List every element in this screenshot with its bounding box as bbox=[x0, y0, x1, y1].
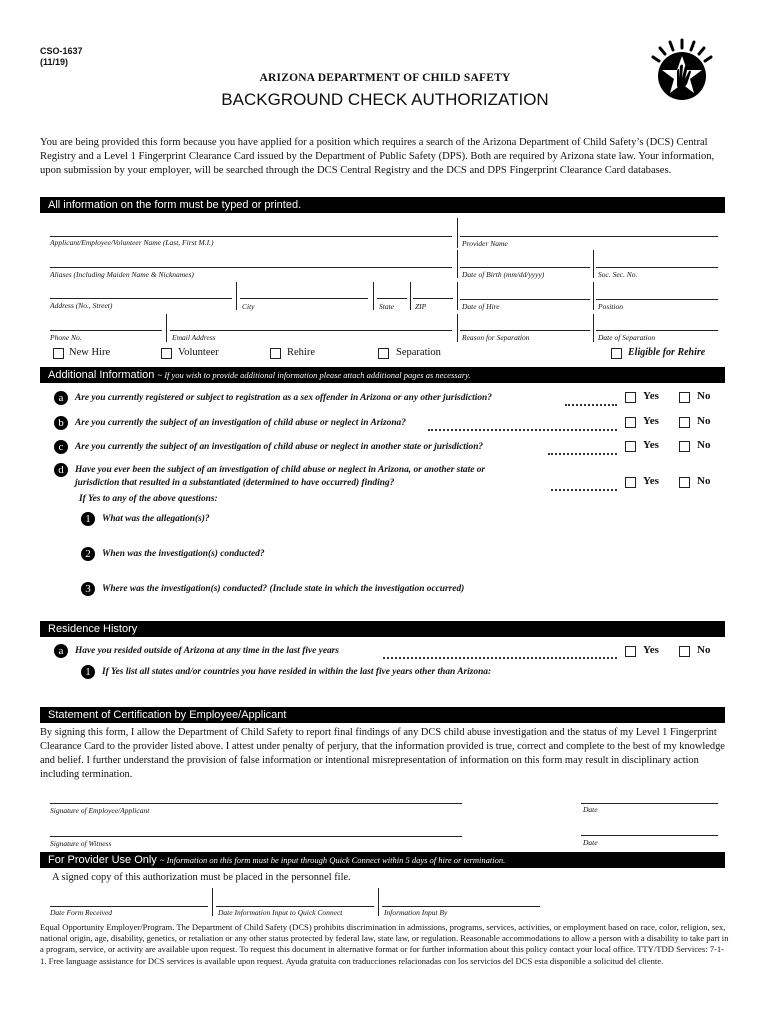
question-letter-badge: a bbox=[54, 391, 68, 405]
email-field[interactable] bbox=[170, 330, 452, 331]
divider bbox=[378, 888, 379, 916]
divider bbox=[373, 282, 374, 310]
section-header-typed-printed bbox=[40, 197, 725, 213]
question-a-yes-checkbox[interactable] bbox=[625, 392, 636, 403]
employee-signature-label: Signature of Employee/Applicant bbox=[50, 806, 150, 815]
question-b-no-label: No bbox=[697, 415, 711, 427]
new-hire-label: New Hire bbox=[69, 347, 111, 358]
provider-name-label: Provider Name bbox=[462, 239, 508, 248]
question-b-yes-label: Yes bbox=[643, 415, 659, 427]
volunteer-checkbox[interactable] bbox=[161, 348, 172, 359]
zip-field[interactable] bbox=[413, 298, 453, 299]
email-label: Email Address bbox=[172, 333, 216, 342]
leader-dots bbox=[551, 489, 617, 491]
volunteer-label: Volunteer bbox=[178, 347, 219, 358]
provider-name-field[interactable] bbox=[460, 236, 718, 237]
ssn-field[interactable] bbox=[596, 267, 718, 268]
dob-field[interactable] bbox=[460, 267, 590, 268]
employee-signature-field[interactable] bbox=[50, 803, 462, 804]
date-separation-field[interactable] bbox=[596, 330, 718, 331]
ssn-label: Soc. Sec. No. bbox=[598, 270, 638, 279]
separation-label: Separation bbox=[396, 347, 441, 358]
position-label: Position bbox=[598, 302, 624, 311]
question-b-no-checkbox[interactable] bbox=[679, 417, 690, 428]
divider bbox=[166, 314, 167, 342]
address-field[interactable] bbox=[50, 298, 232, 299]
question-d-yes-checkbox[interactable] bbox=[625, 477, 636, 488]
residence-followup-text: If Yes list all states and/or countries you have resided in within the last five years other than Arizona: bbox=[102, 667, 492, 677]
section-note: ~ Information on this form must be input through Quick Connect within 5 days of hire or termination. bbox=[159, 855, 506, 865]
equal-opportunity-statement: Equal Opportunity Employer/Program. The Department of Child Safety (DCS) prohibits discrimination in admissions, programs, services, activities, or employment based on race, color, religion, sex, national origin, age, disability, genetics, or retaliation or any other status protected by federal law, state law, or regulation. Reasonable accommodations to allow a person with a disability to take part in a program, service, or activity are available upon request. To request this document in alternative format or for further information about this policy contact your local office. TTY/TDD Services: 7-1-1. Free language assistance for DCS services is available upon request. Ayuda gratuita con traducciones relacionadas con los servicios del DCS esta disponible a solicitud del cliente. bbox=[40, 922, 729, 966]
followup-allegation-text: What was the allegation(s)? bbox=[102, 514, 210, 524]
residence-no-label: No bbox=[697, 644, 711, 656]
followup-number-badge: 3 bbox=[81, 582, 95, 596]
new-hire-checkbox[interactable] bbox=[53, 348, 64, 359]
aliases-field[interactable] bbox=[50, 267, 452, 268]
state-label: State bbox=[379, 302, 394, 311]
question-a-no-label: No bbox=[697, 390, 711, 402]
section-title: For Provider Use Only bbox=[48, 854, 157, 866]
dob-label: Date of Birth (mm/dd/yyyy) bbox=[462, 270, 545, 279]
date-of-hire-label: Date of Hire bbox=[462, 302, 500, 311]
input-by-field[interactable] bbox=[382, 906, 540, 907]
divider bbox=[410, 282, 411, 310]
date-form-received-label: Date Form Received bbox=[50, 908, 113, 917]
divider bbox=[593, 314, 594, 342]
divider bbox=[593, 282, 594, 310]
witness-date-field[interactable] bbox=[581, 835, 718, 836]
form-title: BACKGROUND CHECK AUTHORIZATION bbox=[221, 90, 549, 109]
question-c-text: Are you currently the subject of an investigation of child abuse or neglect in another state or jurisdiction? bbox=[75, 442, 484, 452]
residence-yes-label: Yes bbox=[643, 644, 659, 656]
date-form-received-field[interactable] bbox=[50, 906, 208, 907]
reason-separation-field[interactable] bbox=[460, 330, 590, 331]
section-title: Additional Information bbox=[48, 369, 155, 381]
form-code bbox=[40, 46, 83, 68]
rehire-checkbox[interactable] bbox=[270, 348, 281, 359]
certification-text: By signing this form, I allow the Department of Child Safety to report final findings of any DCS child abuse investigation and the status of my Level 1 Fingerprint Clearance Card to the provider listed above. I attest under penalty of perjury, that the information provided is true, correct and complete to the best of my knowledge and belief. I further understand the provision of false information or intentional misrepresentation of information on this form may result in disciplinary action including termination. bbox=[40, 727, 725, 780]
witness-date-label: Date bbox=[583, 838, 598, 847]
rehire-label: Rehire bbox=[287, 347, 315, 358]
followup-number-badge: 1 bbox=[81, 512, 95, 526]
address-label: Address (No., Street) bbox=[50, 301, 113, 310]
followup-number-badge: 1 bbox=[81, 665, 95, 679]
reason-separation-label: Reason for Separation bbox=[462, 333, 530, 342]
question-letter-badge: a bbox=[54, 644, 68, 658]
date-input-field[interactable] bbox=[216, 906, 374, 907]
input-by-label: Information Input By bbox=[384, 908, 448, 917]
section-title: Residence History bbox=[48, 623, 138, 635]
applicant-name-field[interactable] bbox=[50, 236, 452, 237]
phone-label: Phone No. bbox=[50, 333, 82, 342]
question-b-yes-checkbox[interactable] bbox=[625, 417, 636, 428]
divider bbox=[212, 888, 213, 916]
section-header-provider-use bbox=[40, 852, 725, 868]
separation-checkbox[interactable] bbox=[378, 348, 389, 359]
aliases-label: Aliases (Including Maiden Name & Nicknames) bbox=[50, 270, 194, 279]
question-letter-badge: c bbox=[54, 440, 68, 454]
form-revision-date: (11/19) bbox=[40, 57, 69, 67]
section-header-additional-info bbox=[40, 367, 725, 383]
question-c-no-label: No bbox=[697, 439, 711, 451]
divider bbox=[457, 250, 458, 278]
date-input-label: Date Information Input to Quick Connect bbox=[218, 908, 343, 917]
question-a-yes-label: Yes bbox=[643, 390, 659, 402]
question-a-no-checkbox[interactable] bbox=[679, 392, 690, 403]
divider bbox=[457, 314, 458, 342]
leader-dots bbox=[548, 453, 617, 455]
personnel-file-note: A signed copy of this authorization must be placed in the personnel file. bbox=[52, 872, 351, 883]
question-d-text-line2: jurisdiction that resulted in a substantiated (determined to have occurred) finding? bbox=[75, 478, 395, 488]
section-header-certification bbox=[40, 707, 725, 723]
leader-dots bbox=[428, 429, 617, 431]
eligible-rehire-label: Eligible for Rehire bbox=[628, 347, 706, 358]
position-field[interactable] bbox=[596, 299, 718, 300]
section-title: Statement of Certification by Employee/Applicant bbox=[48, 709, 287, 721]
question-letter-badge: b bbox=[54, 416, 68, 430]
leader-dots bbox=[565, 404, 617, 406]
city-field[interactable] bbox=[240, 298, 368, 299]
section-title: All information on the form must be typed or printed. bbox=[48, 199, 302, 211]
intro-paragraph: You are being provided this form because you have applied for a position which requires a search of the Arizona Department of Child Safety’s (DCS) Central Registry and a Level 1 Fingerprint Clearance Card issued by the Department of Public Safety (DPS). Both are required by Arizona state law. Your information, upon submission by your employer, will be searched through the DCS Central Registry and the DCS and DPS Fingerprint Clearance Card databases. bbox=[40, 137, 715, 176]
question-d-no-checkbox[interactable] bbox=[679, 477, 690, 488]
followup-number-badge: 2 bbox=[81, 547, 95, 561]
if-yes-instruction: If Yes to any of the above questions: bbox=[79, 494, 218, 504]
employee-date-field[interactable] bbox=[581, 803, 718, 804]
phone-field[interactable] bbox=[50, 330, 162, 331]
residence-question-text: Have you resided outside of Arizona at any time in the last five years bbox=[75, 646, 339, 656]
witness-signature-field[interactable] bbox=[50, 836, 462, 837]
state-field[interactable] bbox=[377, 298, 407, 299]
divider bbox=[593, 250, 594, 278]
followup-when-text: When was the investigation(s) conducted? bbox=[102, 549, 265, 559]
date-of-hire-field[interactable] bbox=[460, 299, 590, 300]
question-d-yes-label: Yes bbox=[643, 475, 659, 487]
question-d-text-line1: Have you ever been the subject of an investigation of child abuse or neglect in Arizona, or another state or bbox=[75, 465, 486, 475]
zip-label: ZIP bbox=[415, 302, 427, 311]
eligible-rehire-checkbox[interactable] bbox=[611, 348, 622, 359]
residence-no-checkbox[interactable] bbox=[679, 646, 690, 657]
question-c-no-checkbox[interactable] bbox=[679, 441, 690, 452]
question-d-no-label: No bbox=[697, 475, 711, 487]
residence-yes-checkbox[interactable] bbox=[625, 646, 636, 657]
divider bbox=[236, 282, 237, 310]
question-a-text: Are you currently registered or subject to registration as a sex offender in Arizona or any other jurisdiction? bbox=[75, 393, 492, 403]
section-note: ~ If you wish to provide additional information please attach additional pages as necessary. bbox=[157, 370, 471, 380]
question-letter-badge: d bbox=[54, 463, 68, 477]
divider bbox=[457, 282, 458, 310]
form-number: CSO-1637 bbox=[40, 46, 83, 56]
question-c-yes-checkbox[interactable] bbox=[625, 441, 636, 452]
divider bbox=[457, 218, 458, 248]
leader-dots bbox=[383, 657, 617, 659]
employee-date-label: Date bbox=[583, 805, 598, 814]
city-label: City bbox=[242, 302, 255, 311]
witness-signature-label: Signature of Witness bbox=[50, 839, 112, 848]
followup-where-text: Where was the investigation(s) conducted? (Include state in which the investigation occurred) bbox=[102, 584, 465, 594]
question-c-yes-label: Yes bbox=[643, 439, 659, 451]
section-header-residence bbox=[40, 621, 725, 637]
applicant-name-label: Applicant/Employee/Volunteer Name (Last, First M.I.) bbox=[50, 238, 214, 247]
question-b-text: Are you currently the subject of an investigation of child abuse or neglect in Arizona? bbox=[75, 418, 406, 428]
date-separation-label: Date of Separation bbox=[598, 333, 656, 342]
agency-name: ARIZONA DEPARTMENT OF CHILD SAFETY bbox=[259, 72, 511, 84]
